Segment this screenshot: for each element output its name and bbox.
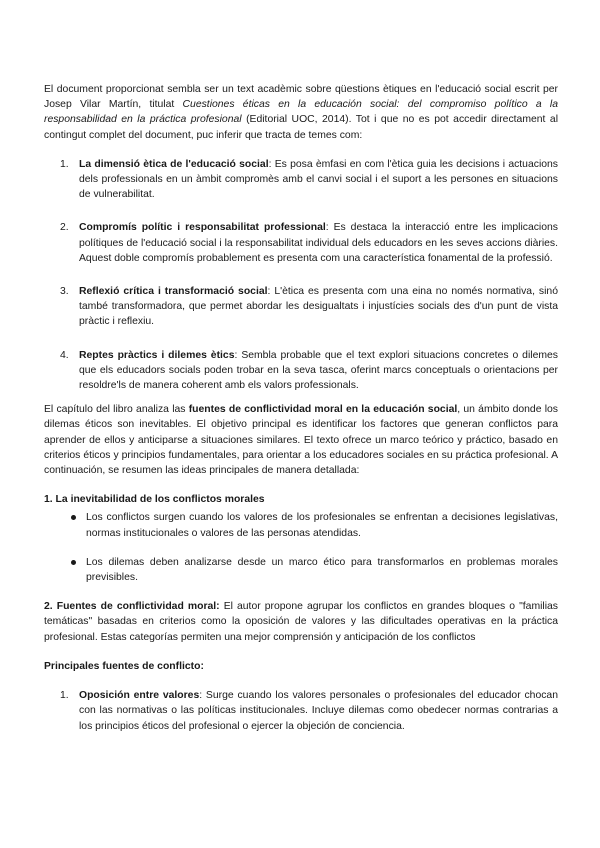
sources-list: [44, 688, 558, 734]
list-number: 2.: [60, 222, 69, 234]
topics-list: [44, 157, 558, 393]
section2-paragraph: [44, 599, 558, 645]
topic-text: : Es posa èmfasi en com l'ètica guia les decisions i actuacions dels professionals en un àmbit compromès amb el canvi social i el suport a les persones en situacions de vulnerabilitat.: [79, 158, 558, 201]
book-title: Cuestiones éticas en la educación social: del compromiso político a la responsabilidad en la práctica profesional: [44, 99, 558, 126]
list-item: [44, 510, 558, 540]
intro-text-end: (Editorial UOC, 2014). Tot i que no es pot accedir directament al contingut complet del document, puc inferir que tracta de temes com:: [44, 114, 558, 141]
topic-text: : L'ètica es presenta com una eina no només normativa, sinó també transformadora, que permet abordar les desigualtats i injustícies socials des d'un punt de vista pràctic i reflexiu.: [79, 286, 558, 328]
sources-heading: Principales fuentes de conflicto:: [44, 660, 204, 672]
source-text: : Surge cuando los valores personales o profesionales del educador chocan con las normativas o las políticas institucionales. Incluye dilemas como obedecer normas contrarias a los principios éticos del profesional o ejercer la objeción de conciencia.: [79, 690, 558, 732]
bullet-icon: [71, 515, 76, 520]
list-item: [44, 157, 558, 203]
bullet-icon: [71, 560, 76, 565]
topic-text: : Es destaca la interacció entre les implicacions polítiques de l'educació social i la responsabilitat individual dels educadors en les seves accions diàries. Aquest doble compromís probablement es presenta com una característica fonamental de la professió.: [79, 222, 558, 264]
list-item: [44, 348, 558, 394]
source-title: Oposición entre valores: [79, 690, 200, 702]
topic-title: La dimensió ètica de l'educació social: [79, 158, 269, 170]
list-item: [44, 688, 558, 734]
topic-title: Compromís polític i responsabilitat professional: [79, 222, 326, 234]
intro-text: El document proporcionat sembla ser un text acadèmic sobre qüestions ètiques en l'educació social escrit per Josep Vilar Martín, titulat: [44, 84, 558, 111]
bullet-text: Los conflictos surgen cuando los valores de los profesionales se enfrentan a decisiones legislativas, normas institucionales o valores de las personas atendidas.: [86, 512, 558, 539]
list-item: [44, 284, 558, 330]
list-item: [44, 220, 558, 266]
section2-heading: 2. Fuentes de conflictividad moral:: [44, 601, 220, 613]
intro-paragraph: [44, 82, 558, 143]
section2-text: El autor propone agrupar los conflictos en grandes bloques o "familias temáticas" basadas en criterios como la oposición de valores y las dificultades operativas en la práctica profesional. Estas categorías permiten una mejor comprensión y anticipación de los conflictos: [44, 601, 558, 643]
list-number: 3.: [60, 286, 69, 298]
list-number: 4.: [60, 349, 69, 361]
document-page: [44, 82, 558, 734]
chapter-text-end: , un ámbito donde los dilemas éticos son inevitables. El objetivo principal es identificar los factores que generan conflictos para aprender de ellos y anticiparse a situaciones similares. El texto ofrece un marco teórico y práctico, basado en criterios éticos y principios fundamentales, para orientar a los educadores sociales en su práctica profesional. A continuación, se resumen las ideas principales de manera detallada:: [44, 404, 558, 477]
bullet-text: Los dilemas deben analizarse desde un marco ético para transformarlos en problemas morales previsibles.: [86, 556, 558, 584]
section-heading: 1. La inevitabilidad de los conflictos morales: [44, 494, 265, 506]
topic-title: Reflexió crítica i transformació social: [79, 286, 268, 298]
list-item: [44, 555, 558, 585]
topic-text: : Sembla probable que el text explori situacions concretes o dilemes que els educadors socials poden trobar en la seva tasca, oferint marcs conceptuals o orientacions per resoldre'ls de manera coherent amb els valors professionals.: [79, 349, 558, 392]
chapter-paragraph: [44, 402, 558, 478]
chapter-bold: fuentes de conflictividad moral en la educación social: [188, 404, 458, 416]
list-number: 1.: [60, 690, 69, 702]
chapter-text: El capítulo del libro analiza las: [44, 404, 189, 416]
topic-title: Reptes pràctics i dilemes ètics: [79, 349, 235, 361]
list-number: 1.: [60, 158, 69, 170]
bullet-list: [44, 510, 558, 585]
